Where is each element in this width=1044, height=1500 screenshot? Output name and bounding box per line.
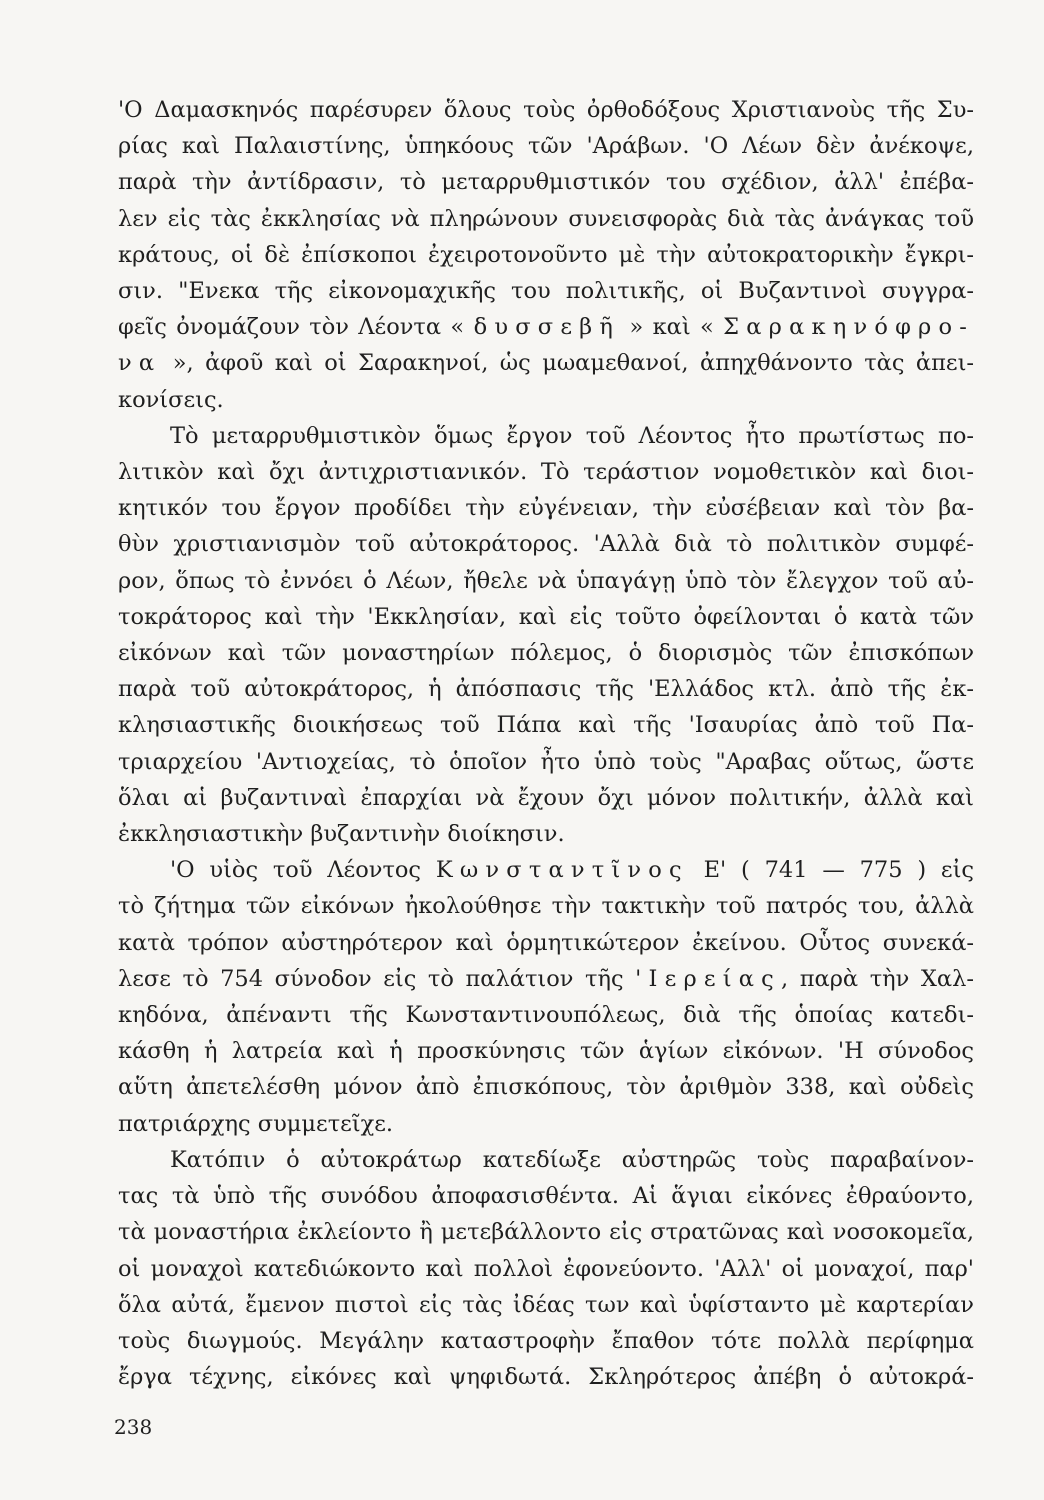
page-number: 238	[114, 1415, 153, 1439]
text-line: θὺν χριστιανισμὸν τοῦ αὐτοκράτορος. 'Αλλὰ διὰ τὸ πολιτικὸν συμφέ-	[118, 531, 974, 558]
text-line: τοὺς διωγμούς. Μεγάλην καταστροφὴν ἔπαθον τότε πολλὰ περίφημα	[118, 1327, 974, 1354]
spaced-emphasis: δυσσεβῆ	[473, 314, 621, 341]
text-line: να », ἀφοῦ καὶ οἱ Σαρακηνοί, ὡς μωαμεθανοί, ἀπηχθάνοντο τὰς ἀπει-	[118, 350, 974, 377]
text-line: λεσε τὸ 754 σύνοδον εἰς τὸ παλάτιον τῆς 'Ιερείας, παρὰ τὴν Χαλ-	[118, 965, 974, 992]
text-line: λεν εἰς τὰς ἐκκλησίας νὰ πληρώνουν συνεισφορὰς διὰ τὰς ἀνάγκας τοῦ	[118, 205, 974, 232]
text-line: ρον, ὅπως τὸ ἐννόει ὁ Λέων, ἤθελε νὰ ὑπαγάγῃ ὑπὸ τὸν ἔλεγχον τοῦ αὐ-	[118, 567, 974, 594]
body-text	[118, 92, 974, 1395]
text-line: Τὸ μεταρρυθμιστικὸν ὅμως ἔργον τοῦ Λέοντος ἦτο πρωτίστως πο-	[170, 422, 974, 449]
text-line: πατριάρχης συμμετεῖχε.	[118, 1110, 394, 1137]
text-line: 'Ο υἱὸς τοῦ Λέοντος Κωνσταντῖνος Ε' ( 741 — 775 ) εἰς	[170, 857, 974, 884]
spaced-emphasis: Σαρακηνόφρο-	[723, 314, 974, 341]
text-line: ὅλα αὐτά, ἔμενον πιστοὶ εἰς τὰς ἰδέας των καὶ ὑφίσταντο μὲ καρτερίαν	[118, 1291, 974, 1318]
text-line: Κατόπιν ὁ αὐτοκράτωρ κατεδίωξε αὐστηρῶς τοὺς παραβαίνον-	[170, 1146, 974, 1173]
text-line: παρὰ τὴν ἀντίδρασιν, τὸ μεταρρυθμιστικόν του σχέδιον, ἀλλ' ἐπέβα-	[118, 169, 974, 196]
text-line: σιν. "Ενεκα τῆς εἰκονομαχικῆς του πολιτικῆς, οἱ Βυζαντινοὶ συγγρα-	[118, 278, 974, 305]
spaced-emphasis: Κωνσταντῖνος	[435, 857, 689, 884]
text-line: παρὰ τοῦ αὐτοκράτορος, ἡ ἀπόσπασις τῆς 'Ελλάδος κτλ. ἀπὸ τῆς ἐκ-	[118, 676, 974, 703]
text-line: τὰ μοναστήρια ἐκλείοντο ἢ μετεβάλλοντο εἰς στρατῶνας καὶ νοσοκομεῖα,	[118, 1219, 974, 1246]
text-line: τὸ ζήτημα τῶν εἰκόνων ἠκολούθησε τὴν τακτικὴν τοῦ πατρός του, ἀλλὰ	[118, 893, 974, 920]
text-line: κητικόν του ἔργον προδίδει τὴν εὐγένειαν, τὴν εὐσέβειαν καὶ τὸν βα-	[118, 495, 974, 522]
text-line: κατὰ τρόπον αὐστηρότερον καὶ ὁρμητικώτερον ἐκείνου. Οὗτος συνεκά-	[118, 929, 974, 956]
text-line: ἐκκλησιαστικὴν βυζαντινὴν διοίκησιν.	[118, 821, 565, 848]
text-line: κονίσεις.	[118, 386, 224, 413]
text-line: τοκράτορος καὶ τὴν 'Εκκλησίαν, καὶ εἰς τοῦτο ὀφείλονται ὁ κατὰ τῶν	[118, 603, 974, 630]
text-line: κλησιαστικῆς διοικήσεως τοῦ Πάπα καὶ τῆς 'Ισαυρίας ἀπὸ τοῦ Πα-	[118, 712, 974, 739]
text-line: κηδόνα, ἀπέναντι τῆς Κωνσταντινουπόλεως, διὰ τῆς ὁποίας κατεδι-	[118, 1002, 974, 1029]
text-line: κάσθη ἡ λατρεία καὶ ἡ προσκύνησις τῶν ἁγίων εἰκόνων. 'Η σύνοδος	[118, 1038, 974, 1065]
text-line: τριαρχείου 'Αντιοχείας, τὸ ὁποῖον ἦτο ὑπὸ τοὺς "Αραβας οὕτως, ὥστε	[118, 748, 974, 775]
text-line: οἱ μοναχοὶ κατεδιώκοντο καὶ πολλοὶ ἐφονεύοντο. 'Αλλ' οἱ μοναχοί, παρ'	[118, 1255, 974, 1282]
text-line: φεῖς ὀνομάζουν τὸν Λέοντα « δυσσεβῆ » καὶ « Σαρακηνόφρο-	[118, 314, 974, 341]
spaced-emphasis: να	[118, 350, 162, 377]
text-line: ὅλαι αἱ βυζαντιναὶ ἐπαρχίαι νὰ ἔχουν ὄχι μόνον πολιτικήν, ἀλλὰ καὶ	[118, 784, 974, 811]
text-line: ἔργα τέχνης, εἰκόνες καὶ ψηφιδωτά. Σκληρότερος ἀπέβη ὁ αὐτοκρά-	[118, 1364, 974, 1391]
text-line: 'Ο Δαμασκηνός παρέσυρεν ὅλους τοὺς ὀρθοδόξους Χριστιανοὺς τῆς Συ-	[118, 97, 974, 123]
text-line: εἰκόνων καὶ τῶν μοναστηρίων πόλεμος, ὁ διορισμὸς τῶν ἐπισκόπων	[118, 640, 974, 667]
text-line: κράτους, οἱ δὲ ἐπίσκοποι ἐχειροτονοῦντο μὲ τὴν αὐτοκρατορικὴν ἔγκρι-	[118, 241, 974, 268]
text-line: λιτικὸν καὶ ὄχι ἀντιχριστιανικόν. Τὸ τεράστιον νομοθετικὸν καὶ διοι-	[118, 459, 974, 486]
text-line: αὕτη ἀπετελέσθη μόνον ἀπὸ ἐπισκόπους, τὸν ἀριθμὸν 338, καὶ οὐδεὶς	[118, 1074, 974, 1101]
spaced-emphasis: 'Ιερείας	[635, 965, 781, 992]
text-line: ρίας καὶ Παλαιστίνης, ὑπηκόους τῶν 'Αράβων. 'Ο Λέων δὲν ἀνέκοψε,	[118, 133, 974, 160]
text-line: τας τὰ ὑπὸ τῆς συνόδου ἀποφασισθέντα. Αἱ ἅγιαι εἰκόνες ἐθραύοντο,	[118, 1183, 974, 1210]
